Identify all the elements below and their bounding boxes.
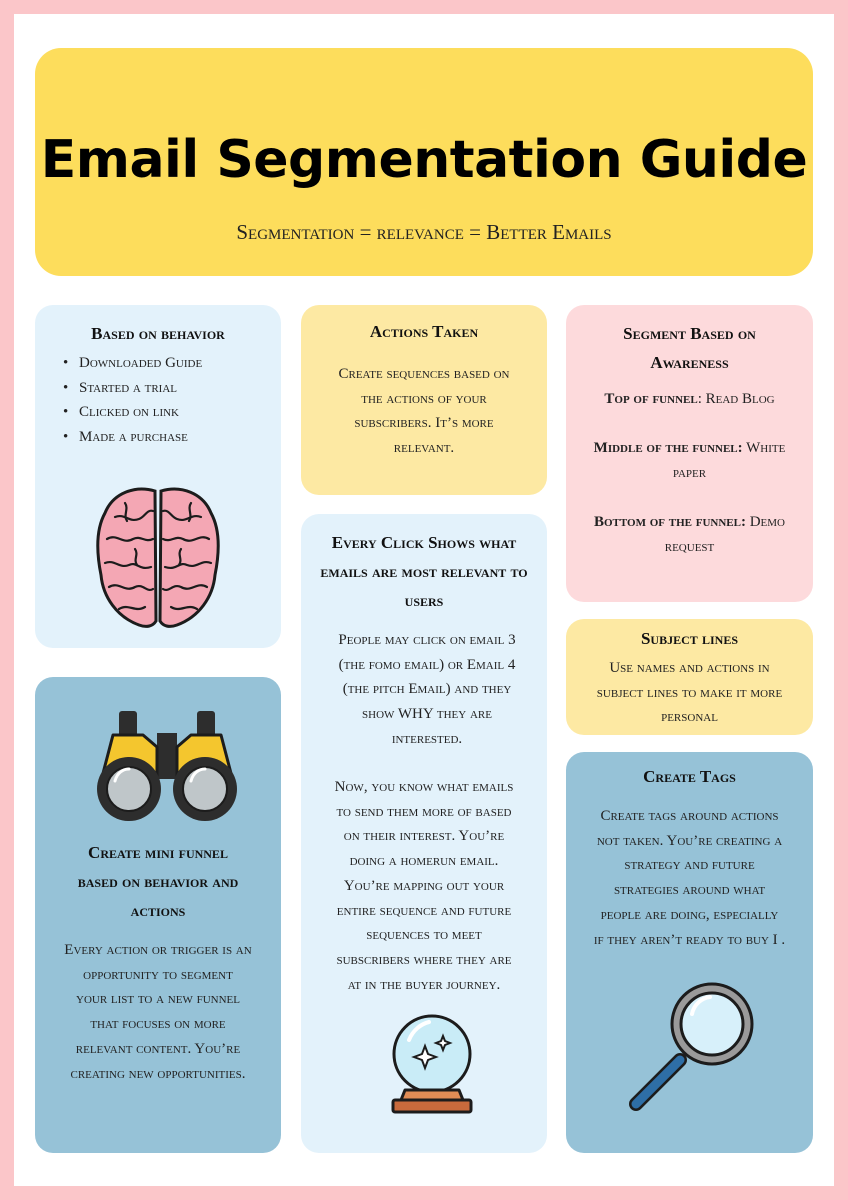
subject-text	[566, 656, 813, 730]
heading-line: users	[404, 591, 444, 610]
text-line: relevant.	[393, 440, 455, 457]
list-item: • Made a purchase	[63, 425, 202, 450]
text-line: (the pitch Email) and they	[342, 681, 512, 698]
behavior-card	[35, 305, 281, 648]
text-line: people are doing, especially	[600, 906, 779, 923]
behavior-list	[63, 351, 202, 450]
text-line: on their interest. You’re	[343, 828, 505, 845]
middle-of-funnel	[566, 436, 813, 485]
text-line: personal	[661, 709, 718, 726]
middle-funnel-label: Middle of the funnel:	[593, 440, 743, 456]
tags-text	[566, 804, 813, 952]
text-line: subscribers. It’s more	[354, 415, 494, 432]
tags-card	[566, 752, 813, 1153]
subject-heading: Subject lines	[640, 629, 739, 648]
middle-funnel-value-cont: paper	[672, 464, 707, 481]
text-line: Create tags around actions	[600, 808, 779, 824]
text-line: the actions of your	[361, 390, 487, 407]
text-line: entire sequence and future	[336, 902, 512, 919]
binoculars-icon	[95, 707, 239, 825]
top-funnel-value: : Read Blog	[697, 391, 775, 407]
heading-line: Every Click Shows what	[331, 533, 517, 552]
middle-funnel-value: White	[742, 440, 786, 456]
text-line: Now, you know what emails	[334, 779, 514, 795]
brain-icon	[95, 483, 221, 631]
actions-text	[301, 362, 547, 461]
page-title: Email Segmentation Guide	[40, 130, 808, 190]
awareness-heading	[566, 319, 813, 377]
actions-card	[301, 305, 547, 495]
text-line: if they aren’t ready to buy I .	[593, 931, 786, 948]
bottom-funnel-label: Bottom of the funnel:	[594, 514, 746, 530]
text-line: Use names and actions in	[609, 660, 770, 676]
text-line: Every action or trigger is an	[64, 942, 252, 958]
click-paragraph-2	[301, 775, 547, 997]
text-line: your list to a new funnel	[76, 991, 240, 1008]
text-line: at in the buyer journey.	[347, 976, 501, 993]
text-line: not taken. You’re creating a	[596, 832, 783, 849]
text-line: (the fomo email) or Email 4	[338, 656, 516, 673]
text-line: interested.	[391, 730, 463, 747]
text-line: to send them more of based	[336, 803, 512, 820]
text-line: subscribers where they are	[336, 951, 512, 968]
crystal-ball-icon	[387, 1012, 477, 1116]
subject-card	[566, 619, 813, 735]
text-line: You’re mapping out your	[343, 877, 505, 894]
text-line: show WHY they are	[362, 706, 492, 723]
text-line: relevant content. You’re	[75, 1040, 241, 1057]
click-paragraph-1	[307, 628, 547, 752]
top-of-funnel	[566, 387, 813, 412]
top-funnel-label: Top of funnel	[604, 391, 698, 407]
list-item: • Clicked on link	[63, 400, 202, 425]
text-line: subject lines to make it more	[596, 684, 783, 701]
text-line: Create sequences based on	[338, 366, 510, 382]
text-line: People may click on email 3	[338, 632, 516, 648]
text-line: strategies around what	[613, 882, 766, 899]
title-banner	[35, 48, 813, 276]
heading-line: Segment Based on	[623, 324, 756, 343]
list-item: • Downloaded Guide	[63, 351, 202, 376]
tags-heading: Create Tags	[643, 767, 736, 786]
mini-funnel-card	[35, 677, 281, 1153]
bottom-funnel-value: Demo	[745, 514, 785, 530]
actions-heading: Actions Taken	[369, 322, 479, 341]
heading-line: Awareness	[650, 353, 729, 372]
behavior-heading: Based on behavior	[91, 324, 225, 343]
heading-line: actions	[130, 901, 186, 920]
heading-line: Create mini funnel	[88, 843, 228, 862]
mini-funnel-text	[35, 938, 281, 1086]
heading-line: based on behavior and	[77, 872, 239, 891]
list-item: • Started a trial	[63, 376, 202, 401]
bottom-funnel-value-cont: request	[664, 538, 715, 555]
click-heading	[301, 528, 547, 615]
magnifying-glass-icon	[622, 978, 762, 1118]
text-line: sequences to meet	[366, 927, 482, 944]
click-card	[301, 514, 547, 1153]
text-line: strategy and future	[624, 857, 755, 874]
text-line: doing a homerun email.	[349, 853, 499, 870]
heading-line: emails are most relevant to	[320, 562, 528, 581]
text-line: creating new opportunities.	[70, 1065, 246, 1082]
bottom-of-funnel	[566, 510, 813, 559]
text-line: that focuses on more	[90, 1016, 226, 1033]
mini-funnel-heading	[35, 838, 281, 925]
awareness-card	[566, 305, 813, 602]
page-subtitle: Segmentation = relevance = Better Emails	[236, 220, 612, 244]
text-line: opportunity to segment	[83, 966, 233, 983]
